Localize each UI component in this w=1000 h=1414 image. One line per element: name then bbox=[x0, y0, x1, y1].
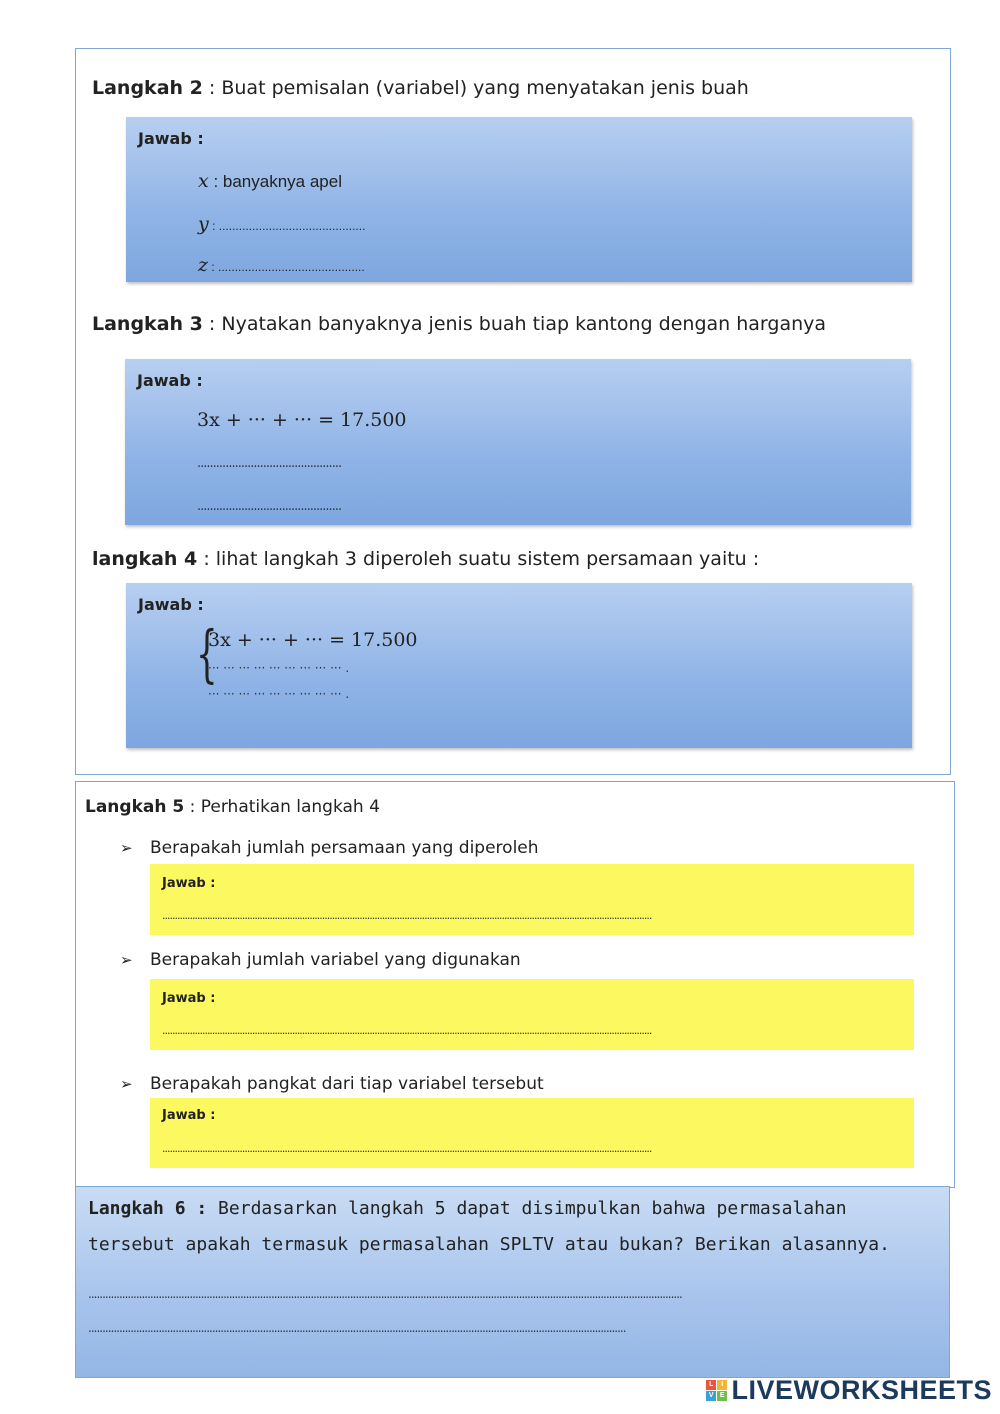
step-5-label: Langkah 5 bbox=[85, 797, 185, 817]
step-5-text: Perhatikan langkah 4 bbox=[200, 797, 380, 817]
arrow-bullet-icon: ➢ bbox=[120, 951, 133, 969]
question-2-jawab-label: Jawab : bbox=[162, 991, 216, 1006]
step-2-label: Langkah 2 bbox=[92, 77, 203, 99]
step-4-jawab-label: Jawab : bbox=[138, 595, 204, 614]
arrow-bullet-icon: ➢ bbox=[120, 1075, 133, 1093]
step-3-answer-box bbox=[125, 359, 911, 525]
step-6-label: Langkah 6 : bbox=[88, 1198, 208, 1219]
step-2-text: Buat pemisalan (variabel) yang menyatakan jenis buah bbox=[221, 77, 749, 99]
step-4-text: lihat langkah 3 diperoleh suatu sistem persamaan yaitu : bbox=[215, 548, 760, 570]
steps-panel-2 bbox=[75, 781, 955, 1188]
step-2-answer-box bbox=[126, 117, 912, 282]
step-6-answer-line-1[interactable]: ................................................................................................................................................................................................................... bbox=[88, 1287, 682, 1301]
step-4-title bbox=[92, 548, 759, 570]
step-5-title bbox=[85, 797, 380, 817]
arrow-bullet-icon: ➢ bbox=[120, 839, 133, 857]
system-brace: { bbox=[196, 617, 218, 690]
brand-name: LIVEWORKSHEETS bbox=[731, 1375, 992, 1405]
step-3-equation[interactable]: 3x + ··· + ··· = 17.500 bbox=[197, 409, 407, 431]
step-3-blank-line-3[interactable]: .............................................. bbox=[197, 499, 342, 514]
step-3-text: Nyatakan banyaknya jenis buah tiap kantong dengan harganya bbox=[221, 313, 827, 335]
question-2 bbox=[120, 950, 521, 970]
step-3-jawab-label: Jawab : bbox=[137, 371, 203, 390]
step-6-answer-line-2[interactable]: ............................................................................................................................................................................................... bbox=[88, 1321, 626, 1335]
liveworksheets-logo bbox=[706, 1375, 992, 1406]
step-6-line-2: tersebut apakah termasuk permasalahan SPLTV atau bukan? Berikan alasannya. bbox=[88, 1234, 890, 1255]
system-eq-2[interactable]: ··· ··· ··· ··· ··· ··· ··· ··· ··· . bbox=[208, 661, 350, 675]
step-2-title bbox=[92, 77, 749, 99]
step-3-sep: : bbox=[202, 313, 222, 335]
question-2-answer-box bbox=[150, 979, 914, 1050]
step-6-text-1: Berdasarkan langkah 5 dapat disimpulkan bahwa permasalahan bbox=[207, 1198, 847, 1219]
var-x: x bbox=[198, 170, 209, 192]
question-3 bbox=[120, 1074, 544, 1094]
var-y: y bbox=[198, 213, 209, 235]
question-1-answer-box bbox=[150, 864, 914, 935]
var-z-blank[interactable]: : ............................................ bbox=[208, 260, 365, 274]
step-4-label: langkah 4 bbox=[92, 548, 198, 570]
step-3-label: Langkah 3 bbox=[92, 313, 203, 335]
question-3-jawab-label: Jawab : bbox=[162, 1108, 216, 1123]
question-1-answer-line[interactable]: .................................................................................................................................................................................................... bbox=[162, 909, 652, 922]
step-3-title bbox=[92, 313, 826, 335]
step-4-answer-box bbox=[126, 583, 912, 748]
var-y-blank[interactable]: : ............................................ bbox=[208, 219, 366, 233]
question-1-jawab-label: Jawab : bbox=[162, 876, 216, 891]
system-eq-1[interactable]: 3x + ··· + ··· = 17.500 bbox=[208, 629, 418, 651]
question-3-answer-box bbox=[150, 1098, 914, 1168]
step-2-sep: : bbox=[202, 77, 222, 99]
steps-panel-1 bbox=[75, 48, 951, 775]
question-3-text: Berapakah pangkat dari tiap variabel tersebut bbox=[150, 1074, 544, 1094]
question-2-answer-line[interactable]: .................................................................................................................................................................................................... bbox=[162, 1024, 652, 1037]
question-3-answer-line[interactable]: .................................................................................................................................................................................................... bbox=[162, 1142, 652, 1155]
liveworksheets-logo-icon: L I V E bbox=[706, 1380, 727, 1401]
step-5-sep: : bbox=[184, 797, 201, 817]
question-1 bbox=[120, 838, 539, 858]
var-z: z bbox=[198, 254, 209, 276]
step-6-box bbox=[75, 1186, 950, 1378]
question-1-text: Berapakah jumlah persamaan yang diperoleh bbox=[150, 838, 539, 858]
question-2-text: Berapakah jumlah variabel yang digunakan bbox=[150, 950, 521, 970]
step-4-sep: : bbox=[197, 548, 216, 570]
system-eq-3[interactable]: ··· ··· ··· ··· ··· ··· ··· ··· ··· . bbox=[208, 687, 350, 701]
var-x-desc: : banyaknya apel bbox=[208, 172, 342, 191]
var-y-line bbox=[198, 213, 365, 235]
step-3-blank-line-2[interactable]: .............................................. bbox=[197, 456, 342, 471]
step-2-jawab-label: Jawab : bbox=[138, 129, 204, 148]
var-x-line bbox=[198, 170, 342, 192]
var-z-line bbox=[198, 254, 365, 276]
step-6-line-1 bbox=[88, 1191, 847, 1227]
